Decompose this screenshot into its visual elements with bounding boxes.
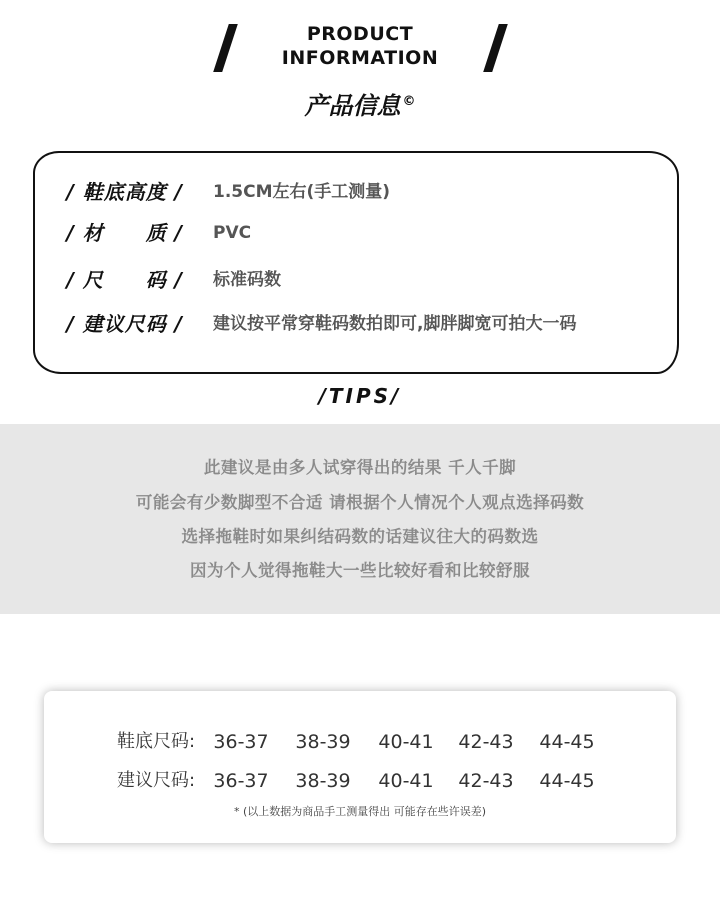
size-cell: 36-37 [213, 770, 269, 792]
size-table-card [44, 691, 676, 843]
size-cell: 40-41 [378, 770, 434, 792]
info-label: / 尺 码 / [66, 268, 183, 292]
size-cell: 44-45 [539, 770, 595, 792]
title-en-line1: PRODUCT [306, 23, 414, 45]
size-cell: 36-37 [213, 731, 269, 753]
title-chinese [260, 86, 460, 121]
left-slash-decoration [213, 24, 238, 72]
size-cell: 40-41 [378, 731, 434, 753]
info-value: 1.5CM左右(手工测量) [213, 182, 391, 202]
title-english [260, 22, 460, 70]
size-row-label: 鞋底尺码: [117, 731, 196, 752]
tips-line: 可能会有少数脚型不合适 请根据个人情况个人观点选择码数 [135, 493, 585, 512]
right-slash-decoration [483, 24, 508, 72]
size-note: * (以上数据为商品手工测量得出 可能存在些许误差) [233, 805, 487, 818]
info-row-size [35, 264, 677, 296]
copyright-mark: © [402, 94, 416, 109]
product-info-box [33, 151, 679, 374]
tips-line: 选择拖鞋时如果纠结码数的话建议往大的码数选 [181, 527, 539, 546]
info-row-sole-height [35, 176, 677, 208]
tips-title: /TIPS/ [318, 384, 402, 408]
info-value: 建议按平常穿鞋码数拍即可,脚胖脚宽可拍大一码 [213, 314, 577, 334]
info-row-material [35, 217, 677, 249]
tips-band [0, 424, 720, 614]
size-row-suggested [44, 767, 676, 795]
size-cell: 38-39 [295, 770, 351, 792]
size-cell: 42-43 [458, 731, 514, 753]
info-label: / 材 质 / [66, 221, 183, 245]
info-value: 标准码数 [213, 270, 281, 290]
info-row-suggested-size [35, 308, 677, 340]
size-row-sole [44, 728, 676, 756]
size-row-label: 建议尺码: [117, 770, 196, 791]
info-value: PVC [213, 223, 252, 243]
tips-line: 此建议是由多人试穿得出的结果 千人千脚 [203, 458, 517, 477]
size-cell: 42-43 [458, 770, 514, 792]
info-label: / 鞋底高度 / [66, 180, 183, 204]
tips-line: 因为个人觉得拖鞋大一些比较好看和比较舒服 [190, 561, 530, 580]
title-cn-text: 产品信息 [304, 92, 401, 120]
size-cell: 44-45 [539, 731, 595, 753]
title-en-line2: INFORMATION [281, 47, 439, 69]
size-cell: 38-39 [295, 731, 351, 753]
info-label: / 建议尺码 / [66, 312, 183, 336]
